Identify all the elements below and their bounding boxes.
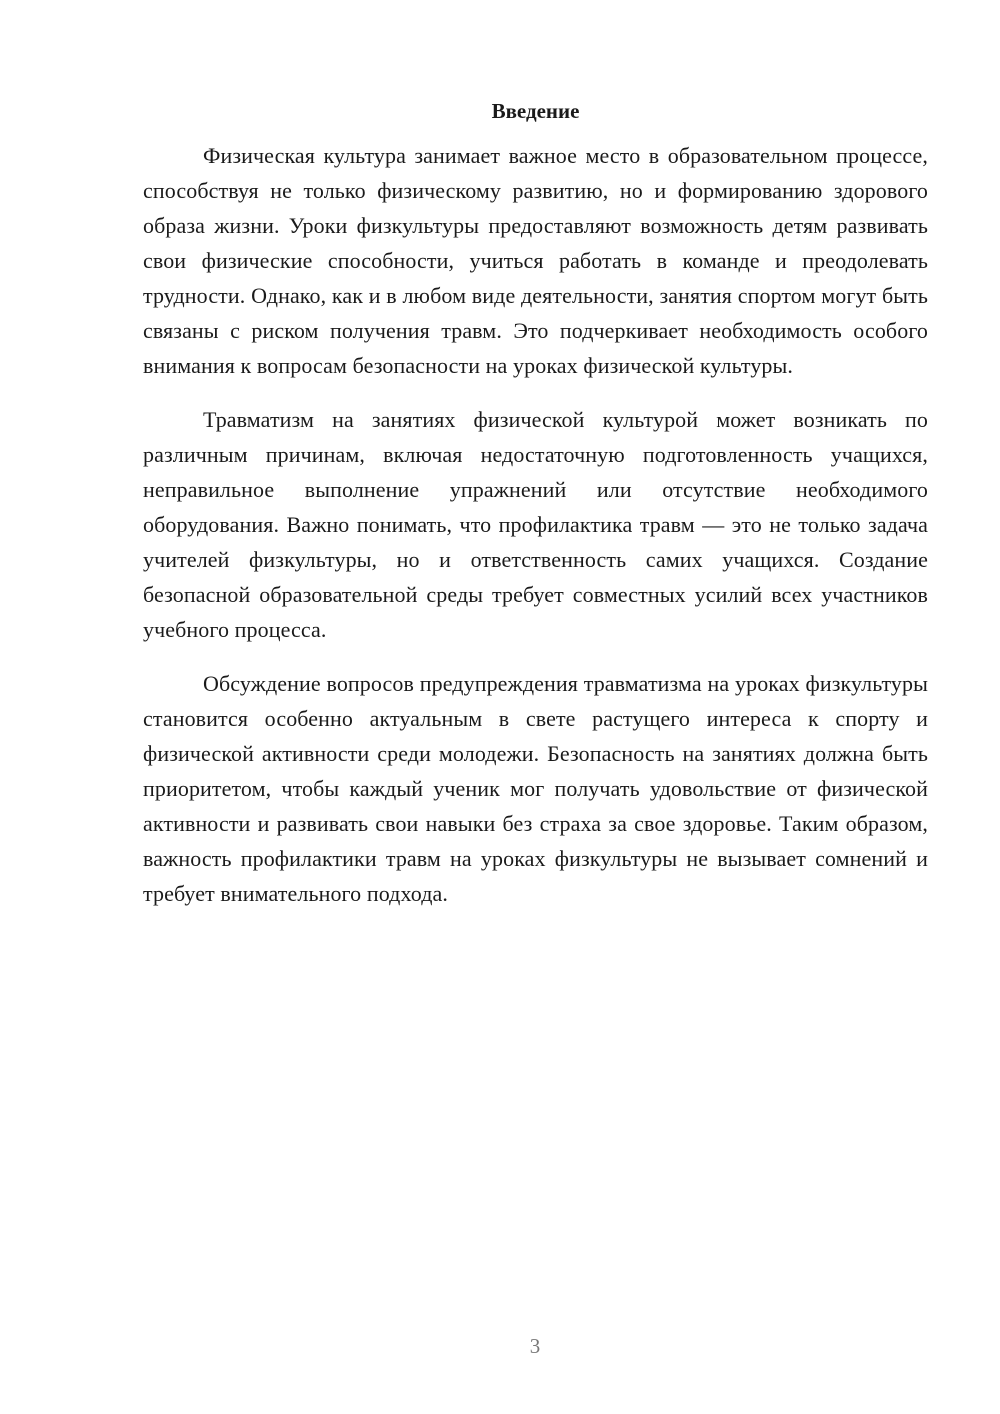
paragraph-injury-causes: Травматизм на занятиях физической культурой может возникать по различным причинам, включая недостаточную подготовленность учащихся, неправильное выполнение упражнений или отсутствие необходимого оборудования. Важно понимать, что профилактика травм — это не только задача учителей физкультуры, но и ответственность самих учащихся. Создание безопасной образовательной среды требует совместных усилий всех участников учебного процесса. — [143, 407, 928, 642]
page-title: Введение — [491, 99, 580, 123]
paragraph-intro: Физическая культура занимает важное место в образовательном процессе, способствуя не только физическому развитию, но и формированию здорового образа жизни. Уроки физкультуры предоставляют возможность детям развивать свои физические способности, учиться работать в команде и преодолевать трудности. Однако, как и в любом виде деятельности, занятия спортом могут быть связаны с риском получения травм. Это подчеркивает необходимость особого внимания к вопросам безопасности на уроках физической культуры. — [143, 143, 928, 378]
page-content — [143, 96, 928, 930]
page-number: 3 — [529, 1334, 541, 1358]
paragraph-prevention-relevance: Обсуждение вопросов предупреждения травматизма на уроках физкультуры становится особенно актуальным в свете растущего интереса к спорту и физической активности среди молодежи. Безопасность на занятиях должна быть приоритетом, чтобы каждый ученик мог получать удовольствие от физической активности и развивать свои навыки без страха за свое здоровье. Таким образом, важность профилактики травм на уроках физкультуры не вызывает сомнений и требует внимательного подхода. — [143, 671, 928, 906]
